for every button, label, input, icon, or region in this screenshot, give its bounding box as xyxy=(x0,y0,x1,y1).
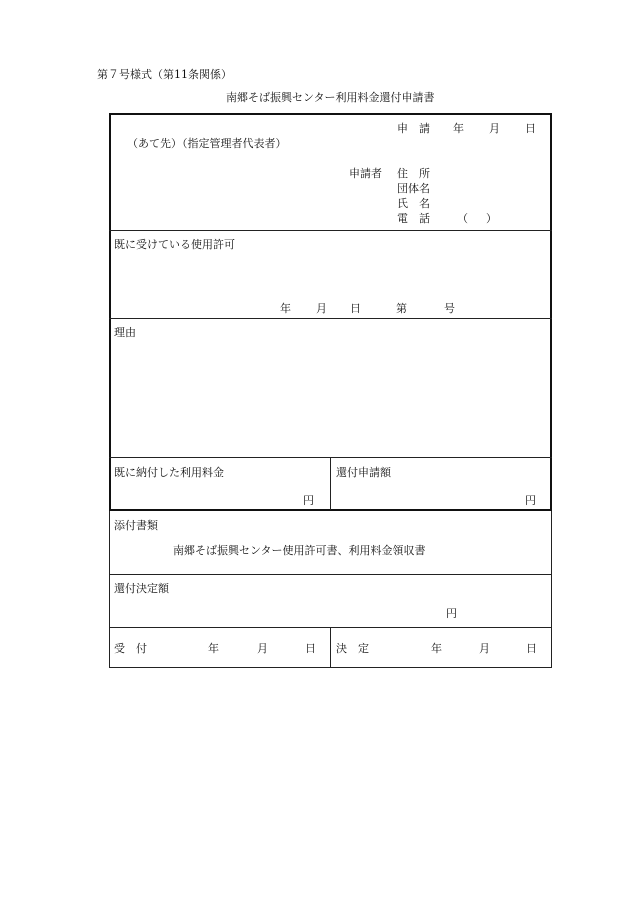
decision-amount-label: 還付決定額 xyxy=(114,582,169,595)
application-month: 月 xyxy=(489,122,500,135)
decision-day: 日 xyxy=(526,642,537,655)
lower-border-right xyxy=(551,511,552,668)
decision-label: 決 定 xyxy=(336,642,369,655)
divider-footer-vertical xyxy=(330,627,331,668)
divider-fee-vertical xyxy=(330,457,331,510)
divider-permit-reason xyxy=(109,318,552,319)
permit-number-prefix: 第 xyxy=(396,302,407,315)
decision-month: 月 xyxy=(479,642,490,655)
receipt-label: 受 付 xyxy=(114,642,147,655)
refund-request-label: 還付申請額 xyxy=(336,466,391,479)
applicant-label: 申請者 xyxy=(349,167,382,180)
addressee: （あて先）（指定管理者代表者） xyxy=(127,137,287,150)
phone-paren-open: （ xyxy=(457,212,468,225)
receipt-day: 日 xyxy=(305,642,316,655)
decision-amount-unit: 円 xyxy=(446,607,457,620)
form-number: 第７号様式（第11条関係） xyxy=(97,68,232,81)
receipt-year: 年 xyxy=(208,642,219,655)
box-border-right xyxy=(550,113,552,511)
lower-border-left xyxy=(109,511,110,668)
permit-number-suffix: 号 xyxy=(444,302,455,315)
box-border-left xyxy=(109,113,111,511)
attachments-label: 添付書類 xyxy=(114,519,158,532)
application-label: 申 請 xyxy=(397,122,430,135)
phone-label: 電 話 xyxy=(397,212,430,225)
paid-fee-label: 既に納付した利用料金 xyxy=(114,466,224,479)
permit-month: 月 xyxy=(316,302,327,315)
form-title: 南郷そば振興センター利用料金還付申請書 xyxy=(226,91,435,104)
address-label: 住 所 xyxy=(397,167,430,180)
phone-paren-close: ） xyxy=(486,212,497,225)
attachments-content: 南郷そば振興センター使用許可書、利用料金領収書 xyxy=(173,544,426,557)
divider-header-permit xyxy=(109,230,552,231)
receipt-month: 月 xyxy=(257,642,268,655)
application-day: 日 xyxy=(525,122,536,135)
decision-year: 年 xyxy=(431,642,442,655)
refund-request-unit: 円 xyxy=(525,494,536,507)
organization-label: 団体名 xyxy=(397,182,430,195)
box-border-top xyxy=(109,113,552,115)
name-label: 氏 名 xyxy=(397,197,430,210)
permit-year: 年 xyxy=(280,302,291,315)
divider-attachments-decision xyxy=(109,574,552,575)
permit-day: 日 xyxy=(350,302,361,315)
permit-label: 既に受けている使用許可 xyxy=(114,238,235,251)
paid-fee-unit: 円 xyxy=(303,494,314,507)
reason-label: 理由 xyxy=(114,326,136,339)
application-year: 年 xyxy=(453,122,464,135)
